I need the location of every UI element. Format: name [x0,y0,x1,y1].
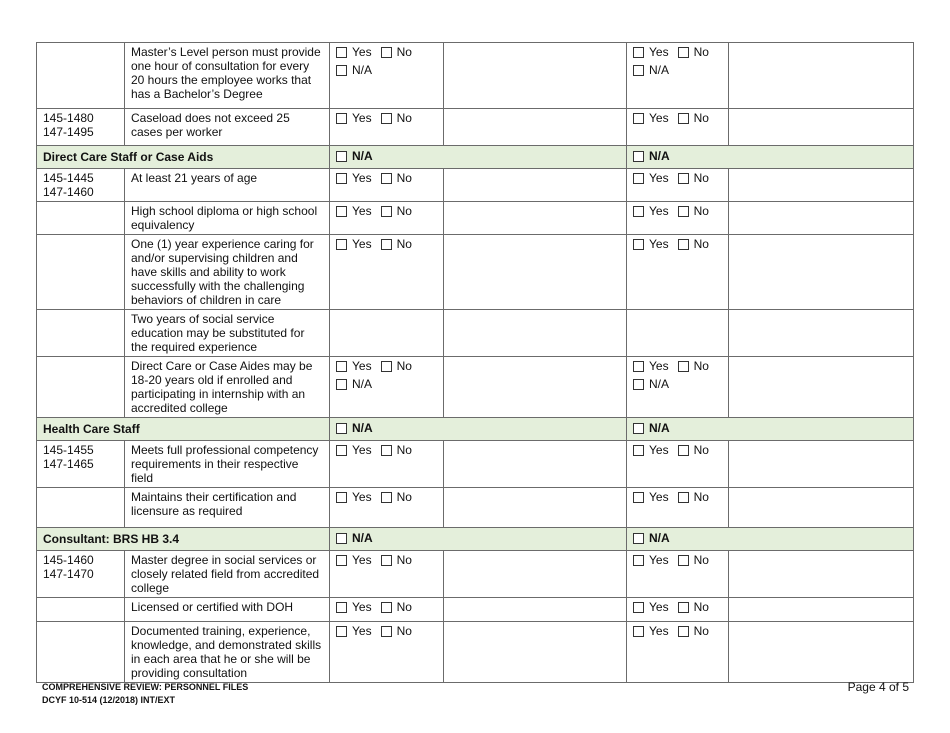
requirement-cell [125,235,330,310]
yes-checkbox[interactable] [633,492,644,503]
yes-checkbox[interactable] [633,626,644,637]
compliance-cell: Yes No N/A [330,357,444,418]
section-na-cell: N/A [330,146,627,169]
wac-code: 145-1480 [43,111,94,125]
na-checkbox[interactable] [336,65,347,76]
yes-checkbox[interactable] [633,47,644,58]
notes-cell[interactable] [729,169,914,202]
requirement-cell [125,109,330,146]
wac-code-cell [37,235,125,310]
compliance-cell: Yes No [330,235,444,310]
requirement-text: Documented training, experience, knowledge, and demonstrated skills in each area that he or she will be providing consultation [131,624,322,680]
requirement-cell [125,202,330,235]
notes-cell[interactable] [729,357,914,418]
yes-checkbox[interactable] [336,173,347,184]
corrected-cell: Yes No N/A [627,357,729,418]
na-checkbox[interactable] [336,379,347,390]
no-checkbox[interactable] [678,492,689,503]
no-checkbox[interactable] [678,239,689,250]
yes-checkbox[interactable] [336,239,347,250]
requirement-text: Maintains their certification and licensure as required [131,490,297,518]
yes-checkbox[interactable] [336,445,347,456]
yes-checkbox[interactable] [336,206,347,217]
notes-cell[interactable] [729,598,914,622]
wac-code: 147-1470 [43,567,94,581]
compliance-cell: Yes No [330,598,444,622]
yes-checkbox[interactable] [336,626,347,637]
compliance-cell: Yes No [330,551,444,598]
corrected-cell: Yes No [627,202,729,235]
section-na-cell: N/A [330,418,627,441]
corrected-cell: Yes No [627,551,729,598]
yes-checkbox[interactable] [633,445,644,456]
wac-code-cell [37,202,125,235]
notes-cell[interactable] [729,109,914,146]
table-row [37,235,914,310]
wac-code: 147-1465 [43,457,94,471]
requirement-cell [125,310,330,357]
wac-code-cell [37,169,125,202]
section-header-row [37,528,914,551]
no-checkbox[interactable] [381,361,392,372]
wac-code-cell [37,598,125,622]
table-row [37,357,914,418]
yes-checkbox[interactable] [633,113,644,124]
no-checkbox[interactable] [678,445,689,456]
no-checkbox[interactable] [381,239,392,250]
yes-checkbox[interactable] [336,602,347,613]
table-row [37,310,914,357]
comments-cell[interactable] [444,43,627,109]
requirement-text: High school diploma or high school equivalency [131,204,318,232]
wac-code-cell [37,551,125,598]
na-checkbox[interactable] [633,533,644,544]
comments-cell[interactable] [444,235,627,310]
corrected-cell: Yes No [627,235,729,310]
notes-cell[interactable] [729,551,914,598]
requirement-cell [125,551,330,598]
no-checkbox[interactable] [678,113,689,124]
no-checkbox[interactable] [381,445,392,456]
wac-code-cell [37,488,125,528]
table-row [37,598,914,622]
na-checkbox[interactable] [633,379,644,390]
yes-checkbox[interactable] [336,492,347,503]
section-na-cell: N/A [627,418,914,441]
comments-cell[interactable] [444,551,627,598]
yes-checkbox[interactable] [336,555,347,566]
personnel-review-table [36,42,914,683]
comments-cell[interactable] [444,109,627,146]
section-header-row [37,418,914,441]
yes-checkbox[interactable] [633,173,644,184]
comments-cell[interactable] [444,357,627,418]
wac-code-cell [37,109,125,146]
requirement-cell [125,169,330,202]
yes-checkbox[interactable] [633,555,644,566]
wac-code: 147-1495 [43,125,94,139]
footer-form-id: DCYF 10-514 (12/2018) INT/EXT [42,695,176,705]
requirement-text: Caseload does not exceed 25 cases per worker [131,111,290,139]
compliance-cell: Yes No [330,622,444,683]
comments-cell[interactable] [444,441,627,488]
wac-code-cell [37,310,125,357]
na-checkbox[interactable] [336,423,347,434]
corrected-cell: Yes No [627,441,729,488]
table-row [37,43,914,109]
requirement-text: Two years of social service education may be substituted for the required experience [131,312,305,354]
section-na-cell: N/A [627,528,914,551]
yes-checkbox[interactable] [336,47,347,58]
requirement-cell [125,598,330,622]
no-checkbox[interactable] [381,206,392,217]
compliance-cell: Yes No [330,169,444,202]
no-checkbox[interactable] [381,47,392,58]
requirement-text: Master’s Level person must provide one hour of consultation for every 20 hours the employee works that has a Bachelor’s Degree [131,45,321,101]
table-row [37,202,914,235]
wac-code: 145-1445 [43,171,94,185]
no-checkbox[interactable] [678,602,689,613]
comments-cell[interactable] [444,622,627,683]
comments-cell[interactable] [444,169,627,202]
notes-cell[interactable] [729,43,914,109]
no-checkbox[interactable] [381,555,392,566]
table-row [37,169,914,202]
wac-code-cell [37,43,125,109]
compliance-cell: Yes No [330,441,444,488]
notes-cell[interactable] [729,310,914,357]
no-checkbox[interactable] [381,492,392,503]
section-na-cell: N/A [627,146,914,169]
notes-cell[interactable] [729,441,914,488]
section-na-cell: N/A [330,528,627,551]
yes-checkbox[interactable] [336,113,347,124]
requirement-cell [125,488,330,528]
no-checkbox[interactable] [678,361,689,372]
table-row [37,551,914,598]
na-checkbox[interactable] [336,151,347,162]
corrected-cell: Yes No N/A [627,43,729,109]
section-title: Direct Care Staff or Case Aids [37,146,330,169]
no-checkbox[interactable] [678,47,689,58]
footer-title: COMPREHENSIVE REVIEW: PERSONNEL FILES [42,682,249,692]
compliance-cell: Yes No [330,488,444,528]
na-checkbox[interactable] [633,151,644,162]
requirement-cell [125,441,330,488]
no-checkbox[interactable] [381,602,392,613]
requirement-text: Meets full professional competency requirements in their respective field [131,443,319,485]
no-checkbox[interactable] [678,555,689,566]
notes-cell[interactable] [729,202,914,235]
na-checkbox[interactable] [336,533,347,544]
yes-checkbox[interactable] [633,206,644,217]
compliance-cell: Yes No [330,202,444,235]
corrected-cell: Yes No [627,622,729,683]
wac-code-cell [37,357,125,418]
corrected-cell: Yes No [627,169,729,202]
section-header-row [37,146,914,169]
page-number: Page 4 of 5 [847,680,909,694]
comments-cell[interactable] [444,598,627,622]
requirement-text: Direct Care or Case Aides may be 18-20 years old if enrolled and participating in internship with an accredited college [131,359,313,415]
requirement-text: Master degree in social services or closely related field from accredited college [131,553,320,595]
notes-cell[interactable] [729,622,914,683]
yes-checkbox[interactable] [633,361,644,372]
section-title: Health Care Staff [37,418,330,441]
comments-cell[interactable] [444,310,627,357]
no-checkbox[interactable] [381,173,392,184]
wac-code-cell [37,622,125,683]
requirement-text: At least 21 years of age [131,171,258,185]
compliance-cell: Yes No N/A [330,43,444,109]
no-checkbox[interactable] [678,173,689,184]
yes-checkbox[interactable] [633,239,644,250]
comments-cell[interactable] [444,488,627,528]
compliance-cell: Yes No [330,109,444,146]
table-row [37,622,914,683]
footer [42,681,248,707]
table-row [37,441,914,488]
no-checkbox[interactable] [678,626,689,637]
requirement-cell [125,357,330,418]
corrected-cell: Yes No [627,598,729,622]
table-row [37,488,914,528]
requirement-text: One (1) year experience caring for and/or supervising children and have skills and ability to work successfully with the challenging behaviors of children in care [131,237,314,307]
no-checkbox[interactable] [678,206,689,217]
corrected-cell: Yes No [627,109,729,146]
corrected-cell: Yes No [627,488,729,528]
compliance-cell [330,310,444,357]
wac-code: 145-1460 [43,553,94,567]
wac-code: 145-1455 [43,443,94,457]
notes-cell[interactable] [729,488,914,528]
requirement-cell [125,622,330,683]
comments-cell[interactable] [444,202,627,235]
na-checkbox[interactable] [633,423,644,434]
no-checkbox[interactable] [381,113,392,124]
notes-cell[interactable] [729,235,914,310]
wac-code-cell [37,441,125,488]
corrected-cell [627,310,729,357]
no-checkbox[interactable] [381,626,392,637]
yes-checkbox[interactable] [336,361,347,372]
wac-code: 147-1460 [43,185,94,199]
requirement-cell [125,43,330,109]
yes-checkbox[interactable] [633,602,644,613]
requirement-text: Licensed or certified with DOH [131,600,294,614]
table-row [37,109,914,146]
section-title: Consultant: BRS HB 3.4 [37,528,330,551]
na-checkbox[interactable] [633,65,644,76]
